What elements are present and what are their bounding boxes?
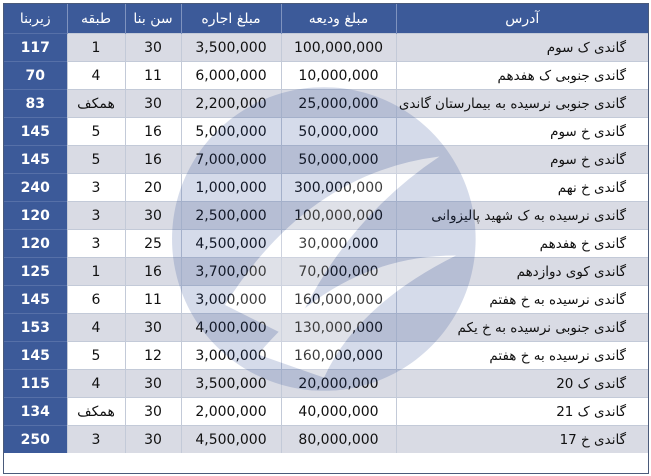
cell-deposit: 30,000,000 xyxy=(281,230,396,258)
cell-address: گاندی خ سوم xyxy=(396,146,648,174)
table-row xyxy=(4,62,648,90)
header-deposit: مبلغ ودیعه xyxy=(281,4,396,34)
cell-age: 30 xyxy=(125,202,181,230)
cell-floor: 3 xyxy=(67,230,125,258)
cell-address: گاندی جنوبی ک هفدهم xyxy=(396,62,648,90)
header-rent: مبلغ اجاره xyxy=(181,4,281,34)
header-address: آدرس xyxy=(396,4,648,34)
cell-address: گاندی خ نهم xyxy=(396,174,648,202)
header-age: سن بنا xyxy=(125,4,181,34)
rental-listings-table xyxy=(4,4,648,453)
cell-deposit: 25,000,000 xyxy=(281,90,396,118)
cell-deposit: 100,000,000 xyxy=(281,34,396,62)
cell-area: 145 xyxy=(4,342,67,370)
table-row xyxy=(4,370,648,398)
cell-age: 25 xyxy=(125,230,181,258)
cell-floor: 5 xyxy=(67,342,125,370)
cell-area: 120 xyxy=(4,202,67,230)
cell-area: 250 xyxy=(4,426,67,454)
table-row xyxy=(4,174,648,202)
cell-address: گاندی ک سوم xyxy=(396,34,648,62)
rental-listings-table-frame xyxy=(3,3,649,474)
cell-area: 125 xyxy=(4,258,67,286)
cell-rent: 6,000,000 xyxy=(181,62,281,90)
cell-deposit: 160,000,000 xyxy=(281,342,396,370)
cell-rent: 4,000,000 xyxy=(181,314,281,342)
cell-address: گاندی ک 20 xyxy=(396,370,648,398)
cell-area: 153 xyxy=(4,314,67,342)
cell-rent: 4,500,000 xyxy=(181,230,281,258)
table-row xyxy=(4,90,648,118)
cell-area: 83 xyxy=(4,90,67,118)
cell-floor: 4 xyxy=(67,370,125,398)
cell-rent: 2,500,000 xyxy=(181,202,281,230)
table-header-row xyxy=(4,4,648,34)
table-row xyxy=(4,34,648,62)
cell-area: 145 xyxy=(4,146,67,174)
cell-age: 12 xyxy=(125,342,181,370)
cell-age: 30 xyxy=(125,398,181,426)
cell-age: 30 xyxy=(125,90,181,118)
cell-address: گاندی نرسیده به ک شهید پالیزوانی xyxy=(396,202,648,230)
cell-area: 240 xyxy=(4,174,67,202)
cell-deposit: 10,000,000 xyxy=(281,62,396,90)
cell-deposit: 40,000,000 xyxy=(281,398,396,426)
cell-rent: 3,000,000 xyxy=(181,342,281,370)
cell-floor: 3 xyxy=(67,174,125,202)
cell-deposit: 300,000,000 xyxy=(281,174,396,202)
table-row xyxy=(4,202,648,230)
cell-age: 30 xyxy=(125,314,181,342)
cell-floor: 5 xyxy=(67,118,125,146)
table-row xyxy=(4,258,648,286)
cell-rent: 1,000,000 xyxy=(181,174,281,202)
cell-floor: همکف xyxy=(67,398,125,426)
header-floor: طبقه xyxy=(67,4,125,34)
cell-age: 16 xyxy=(125,146,181,174)
cell-age: 16 xyxy=(125,258,181,286)
cell-floor: 5 xyxy=(67,146,125,174)
cell-age: 30 xyxy=(125,34,181,62)
table-row xyxy=(4,342,648,370)
cell-area: 134 xyxy=(4,398,67,426)
cell-floor: همکف xyxy=(67,90,125,118)
cell-age: 16 xyxy=(125,118,181,146)
cell-area: 120 xyxy=(4,230,67,258)
cell-address: گاندی خ 17 xyxy=(396,426,648,454)
cell-rent: 2,000,000 xyxy=(181,398,281,426)
cell-floor: 3 xyxy=(67,202,125,230)
cell-age: 11 xyxy=(125,62,181,90)
cell-deposit: 130,000,000 xyxy=(281,314,396,342)
cell-floor: 3 xyxy=(67,426,125,454)
cell-address: گاندی جنوبی نرسیده به بیمارستان گاندی xyxy=(396,90,648,118)
cell-deposit: 70,000,000 xyxy=(281,258,396,286)
cell-area: 117 xyxy=(4,34,67,62)
cell-floor: 6 xyxy=(67,286,125,314)
cell-area: 145 xyxy=(4,286,67,314)
cell-rent: 3,500,000 xyxy=(181,34,281,62)
cell-deposit: 80,000,000 xyxy=(281,426,396,454)
cell-deposit: 20,000,000 xyxy=(281,370,396,398)
cell-deposit: 50,000,000 xyxy=(281,146,396,174)
cell-area: 145 xyxy=(4,118,67,146)
cell-floor: 4 xyxy=(67,314,125,342)
cell-area: 115 xyxy=(4,370,67,398)
cell-rent: 2,200,000 xyxy=(181,90,281,118)
table-row xyxy=(4,398,648,426)
cell-address: گاندی نرسیده به خ هفتم xyxy=(396,286,648,314)
cell-deposit: 50,000,000 xyxy=(281,118,396,146)
cell-address: گاندی خ سوم xyxy=(396,118,648,146)
cell-age: 30 xyxy=(125,426,181,454)
cell-deposit: 100,000,000 xyxy=(281,202,396,230)
table-row xyxy=(4,230,648,258)
cell-address: گاندی ک 21 xyxy=(396,398,648,426)
cell-floor: 1 xyxy=(67,258,125,286)
cell-age: 11 xyxy=(125,286,181,314)
table-row xyxy=(4,118,648,146)
cell-rent: 3,700,000 xyxy=(181,258,281,286)
table-row xyxy=(4,286,648,314)
cell-age: 30 xyxy=(125,370,181,398)
table-row xyxy=(4,314,648,342)
cell-age: 20 xyxy=(125,174,181,202)
table-row xyxy=(4,146,648,174)
cell-rent: 3,000,000 xyxy=(181,286,281,314)
cell-rent: 7,000,000 xyxy=(181,146,281,174)
cell-deposit: 160,000,000 xyxy=(281,286,396,314)
cell-address: گاندی نرسیده به خ هفتم xyxy=(396,342,648,370)
cell-rent: 3,500,000 xyxy=(181,370,281,398)
table-row xyxy=(4,426,648,454)
cell-floor: 1 xyxy=(67,34,125,62)
cell-area: 70 xyxy=(4,62,67,90)
cell-rent: 4,500,000 xyxy=(181,426,281,454)
cell-rent: 5,000,000 xyxy=(181,118,281,146)
cell-floor: 4 xyxy=(67,62,125,90)
cell-address: گاندی کوی دوازدهم xyxy=(396,258,648,286)
cell-address: گاندی خ هفدهم xyxy=(396,230,648,258)
header-area: زیربنا xyxy=(4,4,67,34)
cell-address: گاندی جنوبی نرسیده به خ یکم xyxy=(396,314,648,342)
